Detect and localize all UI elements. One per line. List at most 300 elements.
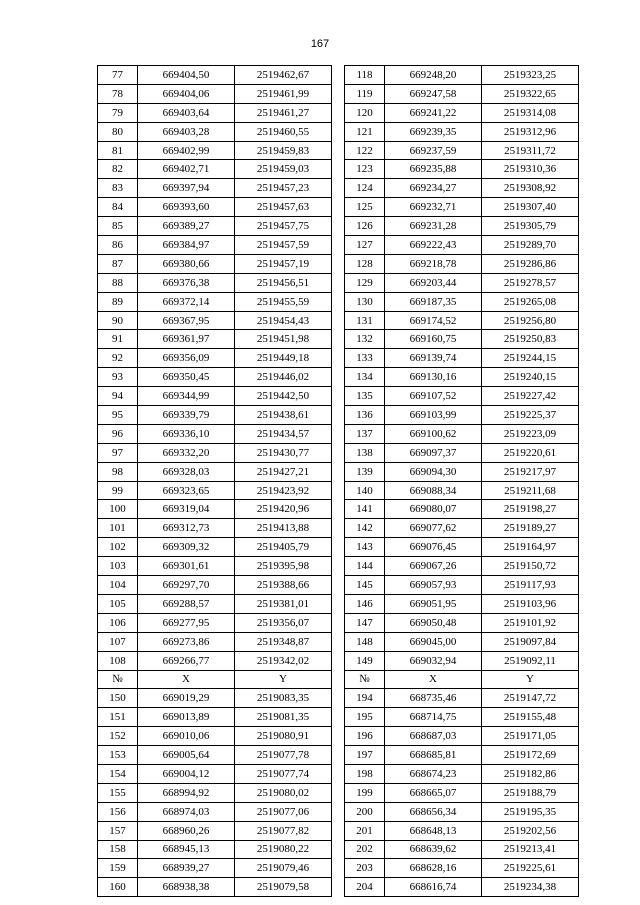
point-number: 143 <box>345 538 385 557</box>
point-number: 157 <box>98 821 138 840</box>
table-row <box>98 198 579 217</box>
column-gap <box>332 160 345 179</box>
y-coordinate: 2519182,86 <box>482 764 579 783</box>
point-number: 96 <box>98 424 138 443</box>
x-coordinate: 669231,28 <box>385 217 482 236</box>
y-coordinate: 2519077,82 <box>235 821 332 840</box>
y-coordinate: 2519342,02 <box>235 651 332 670</box>
x-coordinate: 668628,16 <box>385 859 482 878</box>
table-row <box>98 254 579 273</box>
point-number: 194 <box>345 689 385 708</box>
point-number: 108 <box>98 651 138 670</box>
x-coordinate: 669107,52 <box>385 387 482 406</box>
y-coordinate: 2519083,35 <box>235 689 332 708</box>
column-gap <box>332 84 345 103</box>
x-coordinate: 669350,45 <box>138 368 235 387</box>
table-row <box>98 727 579 746</box>
table-row <box>98 481 579 500</box>
header-x: X <box>385 670 482 689</box>
y-coordinate: 2519101,92 <box>482 613 579 632</box>
point-number: 146 <box>345 594 385 613</box>
point-number: 81 <box>98 141 138 160</box>
x-coordinate: 669239,35 <box>385 122 482 141</box>
column-gap <box>332 821 345 840</box>
table-row <box>98 406 579 425</box>
header-number: № <box>98 670 138 689</box>
column-gap <box>332 594 345 613</box>
x-coordinate: 669187,35 <box>385 292 482 311</box>
table-row <box>98 613 579 632</box>
x-coordinate: 669203,44 <box>385 273 482 292</box>
point-number: 141 <box>345 500 385 519</box>
point-number: 82 <box>98 160 138 179</box>
point-number: 160 <box>98 878 138 897</box>
y-coordinate: 2519097,84 <box>482 632 579 651</box>
table-row <box>98 689 579 708</box>
x-coordinate: 669266,77 <box>138 651 235 670</box>
x-coordinate: 669328,03 <box>138 462 235 481</box>
y-coordinate: 2519322,65 <box>482 84 579 103</box>
header-x: X <box>138 670 235 689</box>
point-number: 103 <box>98 557 138 576</box>
table-row <box>98 292 579 311</box>
x-coordinate: 669319,04 <box>138 500 235 519</box>
column-gap <box>332 613 345 632</box>
table-row <box>98 236 579 255</box>
point-number: 203 <box>345 859 385 878</box>
x-coordinate: 669393,60 <box>138 198 235 217</box>
point-number: 107 <box>98 632 138 651</box>
y-coordinate: 2519459,03 <box>235 160 332 179</box>
y-coordinate: 2519256,80 <box>482 311 579 330</box>
column-gap <box>332 576 345 595</box>
point-number: 77 <box>98 66 138 85</box>
y-coordinate: 2519451,98 <box>235 330 332 349</box>
table-row <box>98 368 579 387</box>
y-coordinate: 2519147,72 <box>482 689 579 708</box>
point-number: 137 <box>345 424 385 443</box>
point-number: 201 <box>345 821 385 840</box>
table-row <box>98 708 579 727</box>
table-row <box>98 576 579 595</box>
y-coordinate: 2519307,40 <box>482 198 579 217</box>
point-number: 147 <box>345 613 385 632</box>
y-coordinate: 2519446,02 <box>235 368 332 387</box>
point-number: 88 <box>98 273 138 292</box>
y-coordinate: 2519103,96 <box>482 594 579 613</box>
table-row <box>98 424 579 443</box>
point-number: 159 <box>98 859 138 878</box>
point-number: 85 <box>98 217 138 236</box>
y-coordinate: 2519312,96 <box>482 122 579 141</box>
x-coordinate: 668939,27 <box>138 859 235 878</box>
y-coordinate: 2519381,01 <box>235 594 332 613</box>
column-gap <box>332 368 345 387</box>
y-coordinate: 2519413,88 <box>235 519 332 538</box>
table-row <box>98 141 579 160</box>
x-coordinate: 669389,27 <box>138 217 235 236</box>
coordinates-table-body-upper <box>98 66 579 671</box>
point-number: 99 <box>98 481 138 500</box>
point-number: 98 <box>98 462 138 481</box>
y-coordinate: 2519198,27 <box>482 500 579 519</box>
y-coordinate: 2519278,57 <box>482 273 579 292</box>
x-coordinate: 669057,93 <box>385 576 482 595</box>
point-number: 153 <box>98 746 138 765</box>
y-coordinate: 2519223,09 <box>482 424 579 443</box>
x-coordinate: 669361,97 <box>138 330 235 349</box>
column-gap <box>332 273 345 292</box>
y-coordinate: 2519430,77 <box>235 443 332 462</box>
x-coordinate: 669336,10 <box>138 424 235 443</box>
x-coordinate: 669380,66 <box>138 254 235 273</box>
column-gap <box>332 859 345 878</box>
column-gap <box>332 500 345 519</box>
x-coordinate: 669076,45 <box>385 538 482 557</box>
point-number: 102 <box>98 538 138 557</box>
x-coordinate: 669356,09 <box>138 349 235 368</box>
column-gap <box>332 878 345 897</box>
y-coordinate: 2519395,98 <box>235 557 332 576</box>
x-coordinate: 668945,13 <box>138 840 235 859</box>
x-coordinate: 669332,20 <box>138 443 235 462</box>
x-coordinate: 668960,26 <box>138 821 235 840</box>
x-coordinate: 669005,64 <box>138 746 235 765</box>
column-gap <box>332 689 345 708</box>
y-coordinate: 2519405,79 <box>235 538 332 557</box>
x-coordinate: 669130,16 <box>385 368 482 387</box>
y-coordinate: 2519117,93 <box>482 576 579 595</box>
x-coordinate: 669139,74 <box>385 349 482 368</box>
point-number: 93 <box>98 368 138 387</box>
y-coordinate: 2519155,48 <box>482 708 579 727</box>
x-coordinate: 669297,70 <box>138 576 235 595</box>
y-coordinate: 2519457,59 <box>235 236 332 255</box>
header-y: Y <box>235 670 332 689</box>
y-coordinate: 2519211,68 <box>482 481 579 500</box>
y-coordinate: 2519323,25 <box>482 66 579 85</box>
x-coordinate: 669384,97 <box>138 236 235 255</box>
y-coordinate: 2519250,83 <box>482 330 579 349</box>
table-row <box>98 519 579 538</box>
column-gap <box>332 103 345 122</box>
point-number: 127 <box>345 236 385 255</box>
y-coordinate: 2519454,43 <box>235 311 332 330</box>
page-number: 167 <box>310 38 330 50</box>
x-coordinate: 669397,94 <box>138 179 235 198</box>
x-coordinate: 669241,22 <box>385 103 482 122</box>
column-gap <box>332 708 345 727</box>
x-coordinate: 669323,65 <box>138 481 235 500</box>
column-gap <box>332 670 345 689</box>
table-row <box>98 500 579 519</box>
point-number: 204 <box>345 878 385 897</box>
point-number: 86 <box>98 236 138 255</box>
y-coordinate: 2519457,19 <box>235 254 332 273</box>
x-coordinate: 669004,12 <box>138 764 235 783</box>
table-row <box>98 594 579 613</box>
point-number: 135 <box>345 387 385 406</box>
x-coordinate: 669080,07 <box>385 500 482 519</box>
table-row <box>98 217 579 236</box>
x-coordinate: 669403,28 <box>138 122 235 141</box>
point-number: 105 <box>98 594 138 613</box>
y-coordinate: 2519356,07 <box>235 613 332 632</box>
point-number: 133 <box>345 349 385 368</box>
x-coordinate: 669010,06 <box>138 727 235 746</box>
column-gap <box>332 330 345 349</box>
column-gap <box>332 179 345 198</box>
column-gap <box>332 236 345 255</box>
y-coordinate: 2519462,67 <box>235 66 332 85</box>
column-gap <box>332 764 345 783</box>
table-row <box>98 273 579 292</box>
x-coordinate: 668714,75 <box>385 708 482 727</box>
y-coordinate: 2519171,05 <box>482 727 579 746</box>
point-number: 195 <box>345 708 385 727</box>
column-gap <box>332 217 345 236</box>
point-number: 138 <box>345 443 385 462</box>
y-coordinate: 2519202,56 <box>482 821 579 840</box>
column-gap <box>332 254 345 273</box>
point-number: 132 <box>345 330 385 349</box>
point-number: 106 <box>98 613 138 632</box>
point-number: 119 <box>345 84 385 103</box>
x-coordinate: 669247,58 <box>385 84 482 103</box>
x-coordinate: 669032,94 <box>385 651 482 670</box>
y-coordinate: 2519286,86 <box>482 254 579 273</box>
x-coordinate: 669309,32 <box>138 538 235 557</box>
column-gap <box>332 424 345 443</box>
y-coordinate: 2519461,99 <box>235 84 332 103</box>
x-coordinate: 669235,88 <box>385 160 482 179</box>
table-row <box>98 821 579 840</box>
table-row <box>98 387 579 406</box>
y-coordinate: 2519388,66 <box>235 576 332 595</box>
table-row <box>98 632 579 651</box>
x-coordinate: 668685,81 <box>385 746 482 765</box>
y-coordinate: 2519077,78 <box>235 746 332 765</box>
table-row <box>98 179 579 198</box>
column-gap <box>332 349 345 368</box>
y-coordinate: 2519172,69 <box>482 746 579 765</box>
x-coordinate: 668735,46 <box>385 689 482 708</box>
x-coordinate: 669372,14 <box>138 292 235 311</box>
table-row <box>98 349 579 368</box>
x-coordinate: 669376,38 <box>138 273 235 292</box>
column-gap <box>332 557 345 576</box>
y-coordinate: 2519188,79 <box>482 783 579 802</box>
point-number: 142 <box>345 519 385 538</box>
point-number: 136 <box>345 406 385 425</box>
y-coordinate: 2519427,21 <box>235 462 332 481</box>
x-coordinate: 669088,34 <box>385 481 482 500</box>
point-number: 131 <box>345 311 385 330</box>
point-number: 94 <box>98 387 138 406</box>
x-coordinate: 669404,50 <box>138 66 235 85</box>
point-number: 100 <box>98 500 138 519</box>
y-coordinate: 2519234,38 <box>482 878 579 897</box>
y-coordinate: 2519310,36 <box>482 160 579 179</box>
column-gap <box>332 519 345 538</box>
x-coordinate: 668674,23 <box>385 764 482 783</box>
column-gap <box>332 802 345 821</box>
y-coordinate: 2519311,72 <box>482 141 579 160</box>
y-coordinate: 2519225,37 <box>482 406 579 425</box>
point-number: 124 <box>345 179 385 198</box>
y-coordinate: 2519077,74 <box>235 764 332 783</box>
column-gap <box>332 840 345 859</box>
point-number: 90 <box>98 311 138 330</box>
y-coordinate: 2519092,11 <box>482 651 579 670</box>
y-coordinate: 2519217,97 <box>482 462 579 481</box>
y-coordinate: 2519457,75 <box>235 217 332 236</box>
x-coordinate: 668639,62 <box>385 840 482 859</box>
y-coordinate: 2519457,23 <box>235 179 332 198</box>
point-number: 154 <box>98 764 138 783</box>
point-number: 80 <box>98 122 138 141</box>
y-coordinate: 2519079,46 <box>235 859 332 878</box>
table-row <box>98 802 579 821</box>
x-coordinate: 669174,52 <box>385 311 482 330</box>
coordinates-table-body-lower <box>98 689 579 897</box>
point-number: 202 <box>345 840 385 859</box>
column-header-row <box>98 670 579 689</box>
point-number: 158 <box>98 840 138 859</box>
x-coordinate: 669312,73 <box>138 519 235 538</box>
x-coordinate: 669402,71 <box>138 160 235 179</box>
x-coordinate: 669094,30 <box>385 462 482 481</box>
table-row <box>98 330 579 349</box>
y-coordinate: 2519080,22 <box>235 840 332 859</box>
y-coordinate: 2519213,41 <box>482 840 579 859</box>
x-coordinate: 669237,59 <box>385 141 482 160</box>
point-number: 196 <box>345 727 385 746</box>
point-number: 155 <box>98 783 138 802</box>
y-coordinate: 2519348,87 <box>235 632 332 651</box>
coordinates-table <box>97 65 579 897</box>
x-coordinate: 669222,43 <box>385 236 482 255</box>
y-coordinate: 2519461,27 <box>235 103 332 122</box>
table-row <box>98 122 579 141</box>
point-number: 200 <box>345 802 385 821</box>
x-coordinate: 669077,62 <box>385 519 482 538</box>
point-number: 120 <box>345 103 385 122</box>
point-number: 89 <box>98 292 138 311</box>
x-coordinate: 668656,34 <box>385 802 482 821</box>
column-gap <box>332 632 345 651</box>
y-coordinate: 2519195,35 <box>482 802 579 821</box>
column-gap <box>332 122 345 141</box>
header-y: Y <box>482 670 579 689</box>
column-gap <box>332 538 345 557</box>
x-coordinate: 668994,92 <box>138 783 235 802</box>
point-number: 149 <box>345 651 385 670</box>
coordinates-table-header <box>98 670 579 689</box>
y-coordinate: 2519080,02 <box>235 783 332 802</box>
x-coordinate: 669103,99 <box>385 406 482 425</box>
y-coordinate: 2519240,15 <box>482 368 579 387</box>
x-coordinate: 669067,26 <box>385 557 482 576</box>
point-number: 129 <box>345 273 385 292</box>
y-coordinate: 2519080,91 <box>235 727 332 746</box>
x-coordinate: 669402,99 <box>138 141 235 160</box>
column-gap <box>332 292 345 311</box>
y-coordinate: 2519225,61 <box>482 859 579 878</box>
column-gap <box>332 727 345 746</box>
x-coordinate: 669403,64 <box>138 103 235 122</box>
x-coordinate: 669404,06 <box>138 84 235 103</box>
point-number: 87 <box>98 254 138 273</box>
x-coordinate: 669344,99 <box>138 387 235 406</box>
x-coordinate: 669367,95 <box>138 311 235 330</box>
column-gap <box>332 141 345 160</box>
y-coordinate: 2519244,15 <box>482 349 579 368</box>
x-coordinate: 668665,07 <box>385 783 482 802</box>
y-coordinate: 2519227,42 <box>482 387 579 406</box>
y-coordinate: 2519289,70 <box>482 236 579 255</box>
y-coordinate: 2519434,57 <box>235 424 332 443</box>
y-coordinate: 2519308,92 <box>482 179 579 198</box>
y-coordinate: 2519460,55 <box>235 122 332 141</box>
point-number: 78 <box>98 84 138 103</box>
y-coordinate: 2519457,63 <box>235 198 332 217</box>
x-coordinate: 669273,86 <box>138 632 235 651</box>
table-row <box>98 66 579 85</box>
y-coordinate: 2519455,59 <box>235 292 332 311</box>
y-coordinate: 2519220,61 <box>482 443 579 462</box>
x-coordinate: 669232,71 <box>385 198 482 217</box>
y-coordinate: 2519077,06 <box>235 802 332 821</box>
column-gap <box>332 311 345 330</box>
table-row <box>98 538 579 557</box>
x-coordinate: 669050,48 <box>385 613 482 632</box>
header-number: № <box>345 670 385 689</box>
point-number: 197 <box>345 746 385 765</box>
y-coordinate: 2519265,08 <box>482 292 579 311</box>
table-row <box>98 443 579 462</box>
point-number: 139 <box>345 462 385 481</box>
x-coordinate: 668616,74 <box>385 878 482 897</box>
point-number: 125 <box>345 198 385 217</box>
point-number: 121 <box>345 122 385 141</box>
table-row <box>98 84 579 103</box>
column-gap <box>332 198 345 217</box>
table-row <box>98 651 579 670</box>
table-row <box>98 160 579 179</box>
x-coordinate: 669045,00 <box>385 632 482 651</box>
point-number: 148 <box>345 632 385 651</box>
point-number: 134 <box>345 368 385 387</box>
x-coordinate: 669019,29 <box>138 689 235 708</box>
table-row <box>98 878 579 897</box>
point-number: 91 <box>98 330 138 349</box>
column-gap <box>332 746 345 765</box>
x-coordinate: 668687,03 <box>385 727 482 746</box>
point-number: 83 <box>98 179 138 198</box>
table-row <box>98 557 579 576</box>
column-gap <box>332 481 345 500</box>
point-number: 84 <box>98 198 138 217</box>
table-row <box>98 840 579 859</box>
point-number: 104 <box>98 576 138 595</box>
column-gap <box>332 443 345 462</box>
point-number: 151 <box>98 708 138 727</box>
y-coordinate: 2519079,58 <box>235 878 332 897</box>
y-coordinate: 2519305,79 <box>482 217 579 236</box>
x-coordinate: 669234,27 <box>385 179 482 198</box>
x-coordinate: 669288,57 <box>138 594 235 613</box>
